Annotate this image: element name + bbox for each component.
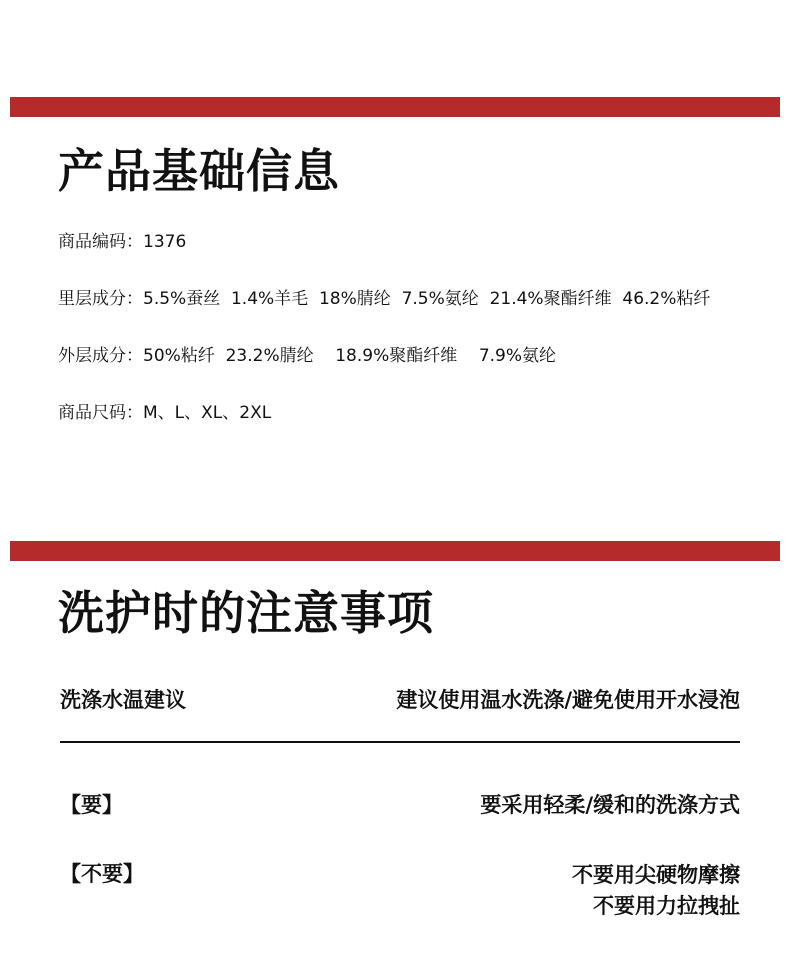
wash-temperature-value: 建议使用温水洗涤/避免使用开水浸泡 bbox=[396, 688, 740, 712]
product-code: 商品编码：1376 bbox=[58, 232, 187, 252]
dont-values bbox=[572, 860, 740, 922]
dont-value-2: 不要用力拉拽扯 bbox=[593, 894, 740, 918]
divider-line bbox=[60, 741, 740, 743]
dont-value-1: 不要用尖硬物摩擦 bbox=[572, 863, 740, 887]
section-title-care: 洗护时的注意事项 bbox=[58, 586, 434, 640]
outer-composition: 外层成分：50%粘纤 23.2%腈纶 18.9%聚酯纤维 7.9%氨纶 bbox=[58, 346, 557, 366]
product-sizes: 商品尺码：M、L、XL、2XL bbox=[58, 403, 272, 423]
do-value: 要采用轻柔/缓和的洗涤方式 bbox=[480, 793, 740, 817]
wash-temperature-label: 洗涤水温建议 bbox=[60, 688, 186, 712]
inner-composition: 里层成分：5.5%蚕丝 1.4%羊毛 18%腈纶 7.5%氨纶 21.4%聚酯纤维 46.2%粘纤 bbox=[58, 289, 711, 309]
dont-label: 【不要】 bbox=[60, 862, 144, 886]
section-title-product-info: 产品基础信息 bbox=[58, 144, 340, 198]
section-divider-bar bbox=[10, 97, 780, 117]
do-label: 【要】 bbox=[60, 793, 123, 817]
section-divider-bar bbox=[10, 541, 780, 561]
